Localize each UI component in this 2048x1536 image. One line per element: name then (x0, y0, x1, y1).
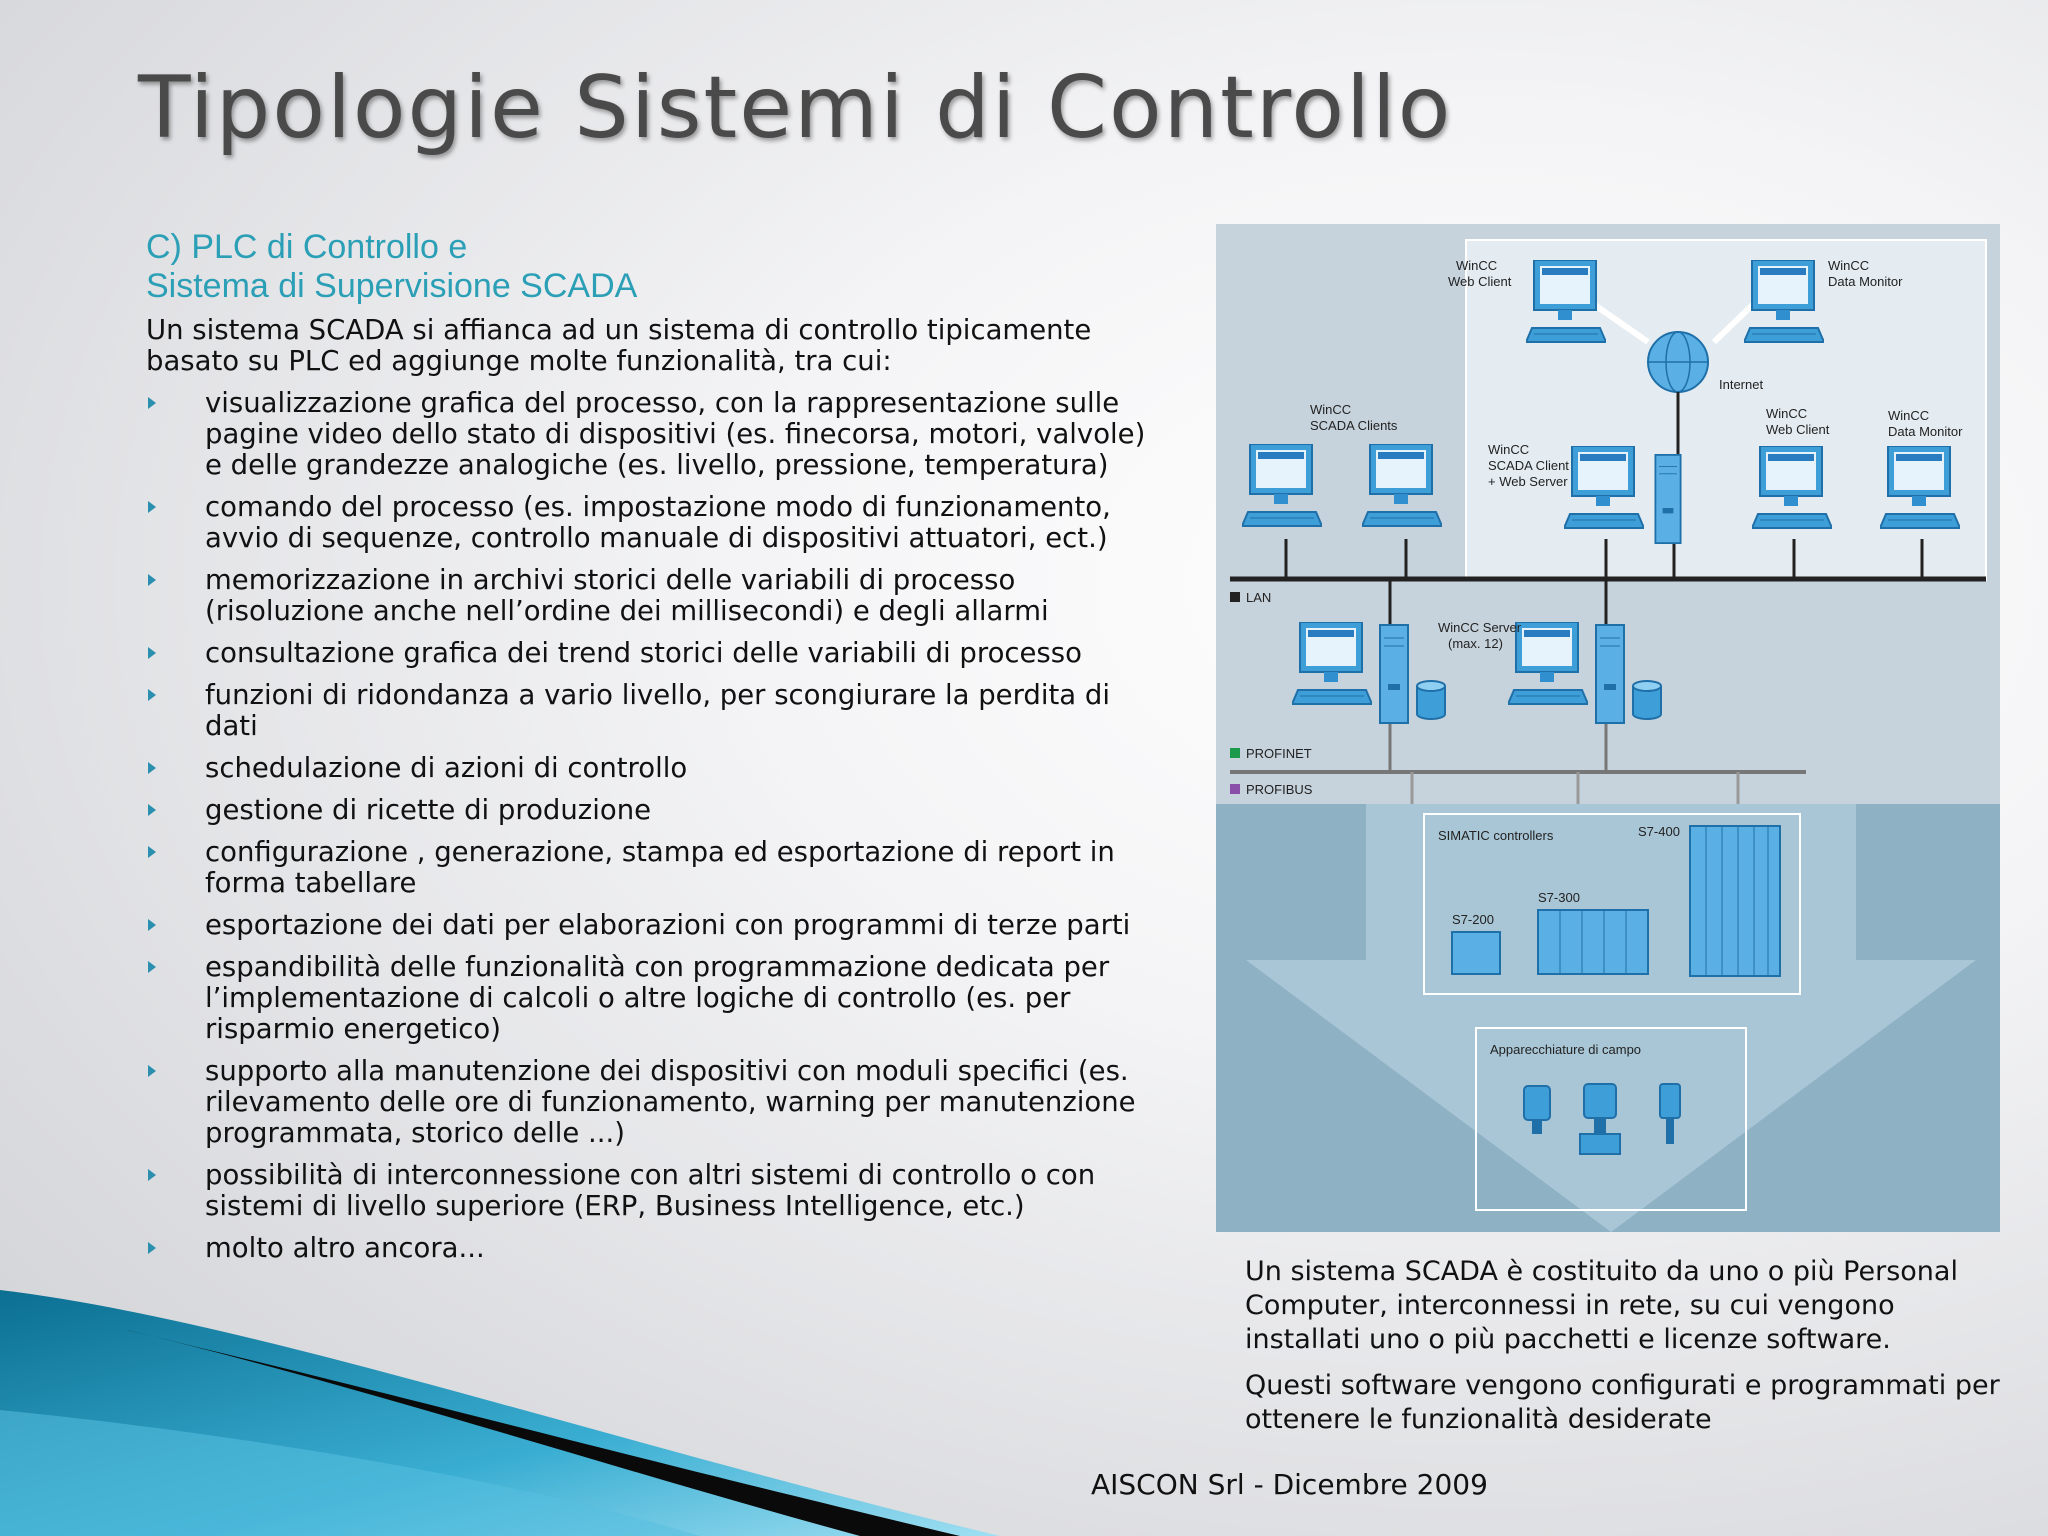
bullet-arrow-icon (148, 919, 156, 931)
bullet-arrow-icon (148, 1065, 156, 1077)
web-client-computer-icon (1752, 446, 1832, 528)
slide-title: Tipologie Sistemi di Controllo (138, 58, 1453, 158)
database-icon (1633, 681, 1661, 719)
feature-list (146, 388, 1156, 1275)
s7-400-plc-icon (1690, 826, 1780, 976)
bullet-arrow-icon (148, 647, 156, 659)
bullet-arrow-icon (148, 846, 156, 858)
list-item-text: configurazione , generazione, stampa ed esportazione di report in forma tabellare (205, 836, 1115, 899)
label-profinet: PROFINET (1246, 746, 1312, 761)
list-item (146, 680, 1156, 742)
section-subtitle (146, 228, 637, 306)
scada-architecture-diagram (1216, 224, 2000, 1232)
label-internet: Internet (1719, 377, 1764, 392)
label-data-monitor-2: WinCC Data Monitor (1888, 408, 1963, 439)
bullet-arrow-icon (148, 961, 156, 973)
list-item (146, 1160, 1156, 1222)
caption-paragraph-2: Questi software vengono configurati e programmati per ottenere le funzionalità desiderate (1245, 1370, 2000, 1435)
list-item-text: supporto alla manutenzione dei dispositivi con moduli specifici (es. rilevamento delle ore di funzionamento, warning per manutenzione programmata, storico delle ...) (205, 1055, 1136, 1149)
label-s7-200: S7-200 (1452, 912, 1494, 927)
list-item (146, 1233, 1156, 1264)
s7-300-plc-icon (1538, 910, 1648, 974)
server-tower-icon (1380, 625, 1408, 723)
list-item-text: gestione di ricette di produzione (205, 794, 652, 826)
lan-legend-swatch (1230, 592, 1240, 602)
label-wincc-server: WinCC Server (max. 12) (1438, 620, 1522, 651)
list-item-text: schedulazione di azioni di controllo (205, 752, 688, 784)
list-item (146, 492, 1156, 554)
list-item-text: espandibilità delle funzionalità con programmazione dedicata per l’implementazione di calcoli o altre logiche di controllo (es. per risparmio energetico) (205, 951, 1110, 1045)
profibus-legend-swatch (1230, 784, 1240, 794)
bullet-arrow-icon (148, 762, 156, 774)
bullet-arrow-icon (148, 689, 156, 701)
label-s7-400: S7-400 (1638, 824, 1680, 839)
list-item-text: visualizzazione grafica del processo, con la rappresentazione sulle pagine video dello stato di dispositivi (es. finecorsa, motori, valvole) e delle grandezze analogiche (es. livello, pressione, temperatura) (205, 387, 1146, 481)
list-item (146, 910, 1156, 941)
label-web-client-2: WinCC Web Client (1766, 406, 1830, 437)
caption-paragraph-1: Un sistema SCADA è costituito da uno o più Personal Computer, interconnessi in rete, su cui vengono installati uno o più pacchetti e licenze software. (1245, 1256, 1958, 1355)
subtitle-line-1: C) PLC di Controllo e (146, 228, 468, 266)
label-scada-client-web-server: WinCC SCADA Client + Web Server (1488, 442, 1569, 489)
s7-200-plc-icon (1452, 932, 1500, 974)
list-item (146, 1056, 1156, 1149)
bullet-arrow-icon (148, 397, 156, 409)
list-item (146, 795, 1156, 826)
list-item-text: funzioni di ridondanza a vario livello, per scongiurare la perdita di dati (205, 679, 1110, 742)
list-item-text: consultazione grafica dei trend storici delle variabili di processo (205, 637, 1082, 669)
label-simatic-controllers: SIMATIC controllers (1438, 828, 1554, 843)
label-scada-clients: WinCC SCADA Clients (1310, 402, 1398, 433)
bullet-arrow-icon (148, 804, 156, 816)
label-field-devices: Apparecchiature di campo (1490, 1042, 1642, 1057)
subtitle-line-2: Sistema di Supervisione SCADA (146, 267, 638, 305)
bullet-arrow-icon (148, 574, 156, 586)
list-item (146, 753, 1156, 784)
database-icon (1417, 681, 1445, 719)
intro-paragraph: Un sistema SCADA si affianca ad un sistema di controllo tipicamente basato su PLC ed aggiunge molte funzionalità, tra cui: (146, 314, 1092, 377)
label-profibus: PROFIBUS (1246, 782, 1313, 797)
label-lan: LAN (1246, 590, 1272, 605)
list-item (146, 638, 1156, 669)
decorative-swoosh (0, 1290, 1000, 1536)
list-item (146, 952, 1156, 1045)
list-item-text: molto altro ancora... (205, 1232, 485, 1264)
list-item-text: comando del processo (es. impostazione modo di funzionamento, avvio di sequenze, controllo manuale di dispositivi attuatori, ect.) (205, 491, 1111, 554)
scada-client-computer-icon (1362, 444, 1442, 526)
list-item-text: possibilità di interconnessione con altri sistemi di controllo o con sistemi di livello superiore (ERP, Business Intelligence, etc.) (205, 1159, 1096, 1222)
profinet-legend-swatch (1230, 748, 1240, 758)
label-wincc-data-monitor: WinCC Data Monitor (1828, 258, 1903, 289)
web-server-computer-icon (1564, 446, 1644, 528)
data-monitor-computer-icon (1880, 446, 1960, 528)
label-s7-300: S7-300 (1538, 890, 1580, 905)
list-item-text: esportazione dei dati per elaborazioni con programmi di terze parti (205, 909, 1131, 941)
list-item (146, 837, 1156, 899)
bullet-arrow-icon (148, 1242, 156, 1254)
web-client-computer-icon (1526, 260, 1606, 342)
list-item-text: memorizzazione in archivi storici delle variabili di processo (risoluzione anche nell’ordine dei millisecondi) e degli allarmi (205, 564, 1049, 627)
server-tower-icon (1596, 625, 1624, 723)
list-item (146, 388, 1156, 481)
footer-text: AISCON Srl - Dicembre 2009 (1091, 1468, 1488, 1501)
diagram-caption (1245, 1255, 2015, 1449)
label-wincc-web-client: WinCC Web Client (1448, 258, 1512, 289)
server-computer-icon (1292, 622, 1372, 704)
bullet-arrow-icon (148, 501, 156, 513)
server-tower-icon (1655, 455, 1680, 543)
bullet-arrow-icon (148, 1169, 156, 1181)
data-monitor-computer-icon (1744, 260, 1824, 342)
scada-client-computer-icon (1242, 444, 1322, 526)
list-item (146, 565, 1156, 627)
